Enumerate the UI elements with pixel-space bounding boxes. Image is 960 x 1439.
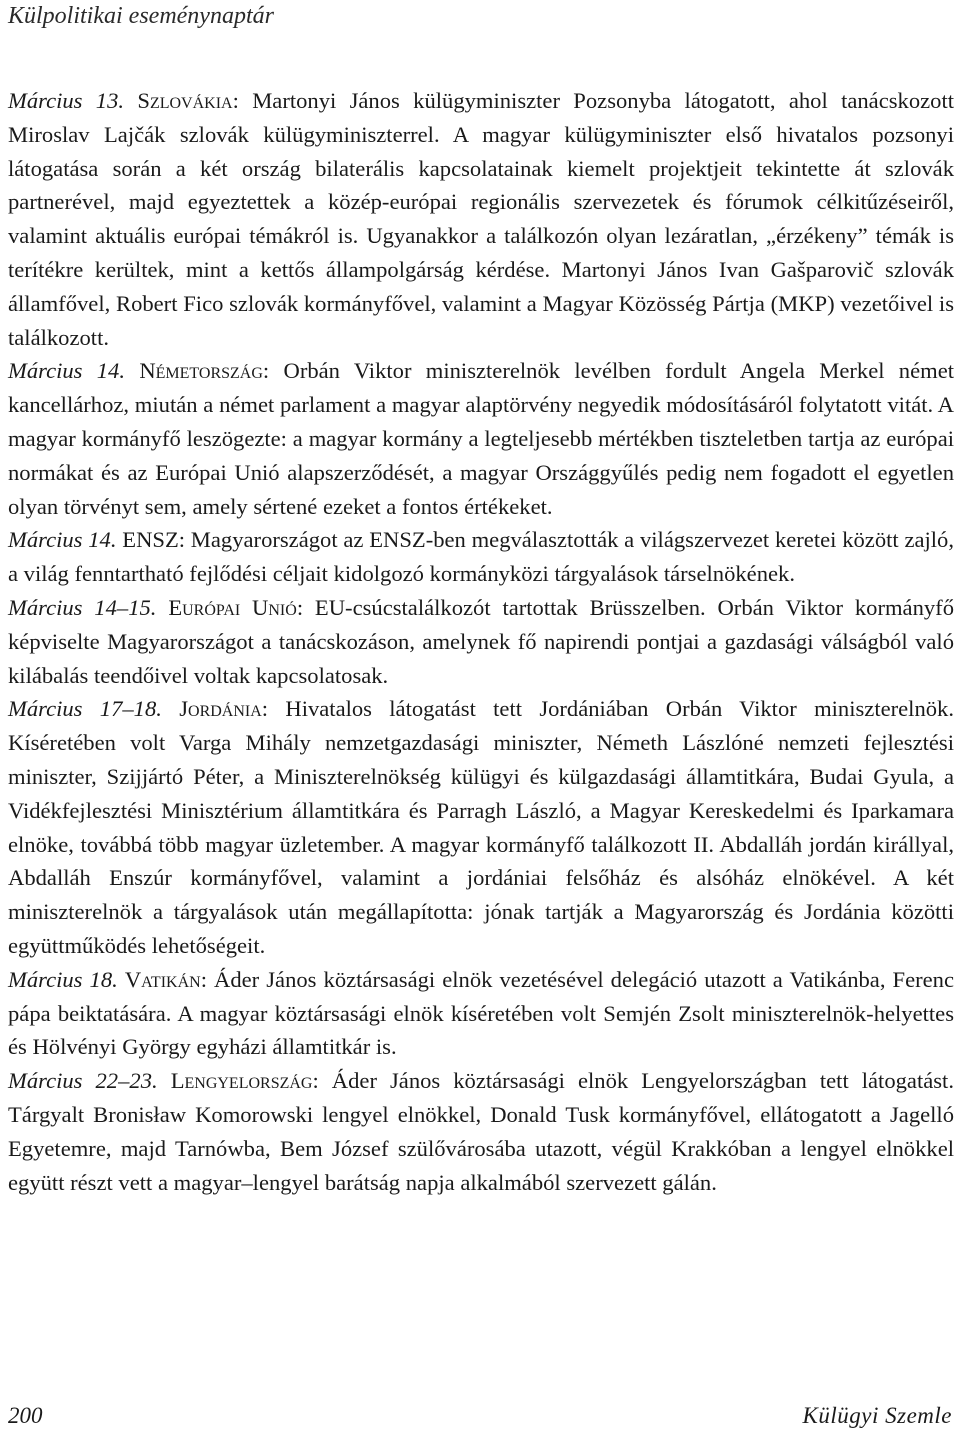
entry-date: Március 14.: [8, 358, 126, 384]
entry-text: : Áder János köztársasági elnök Lengyelországban tett látogatást. Tárgyalt Bronisław Komorowski lengyel elnökkel, Donald Tusk kormányfővel, ellátogatott a Jagelló Egyetemre, majd Tarnówba, Bem József szülővárosába utazott, végül Krakkóban a lengyel elnökkel együtt részt vett a magyar–lengyel barátság napja alkalmából szervezett gálán.: [8, 1068, 954, 1195]
entry-un: [8, 523, 954, 591]
entry-country: Jordánia: [179, 696, 262, 722]
entry-date: Március 22–23.: [8, 1068, 158, 1094]
entry-poland: [8, 1064, 954, 1199]
entry-country: Lengyelország: [170, 1068, 313, 1094]
entry-date: Március 18.: [8, 966, 118, 992]
entry-germany: [8, 354, 954, 523]
entry-country: Vatikán: [124, 966, 201, 992]
entry-country: Európai Unió: [168, 594, 297, 620]
entry-country: Szlovákia: [137, 88, 233, 113]
page-number: 200: [8, 1403, 43, 1428]
entry-text: : Martonyi János külügyminiszter Pozsonyba látogatott, ahol tanácskozott Miroslav Lajčák szlovák külügyminiszterrel. A magyar külügyminiszter első hivatalos pozsonyi látogatása során a két ország bilaterális kapcsolatainak kiemelt projektjeit tekintette át szlovák partnerével, majd egyeztettek a közép-európai regionális szervezetek és fórumok célkitűzéseiről, valamint aktuális európai témákról is. Ugyanakkor a találkozón olyan lezáratlan, „érzékeny” témák is terítékre kerültek, mint a kettős állampolgárság kérdése. Martonyi János Ivan Gašparovič szlovák államfővel, Robert Fico szlovák kormányfővel, valamint a Magyar Közösség Pártja (MKP) vezetőivel is találkozott.: [8, 88, 954, 350]
entry-jordan: [8, 692, 954, 962]
entry-text: : Hivatalos látogatást tett Jordániában Orbán Viktor miniszterelnök. Kíséretében volt Varga Mihály nemzetgazdasági miniszter, Németh Lászlóné nemzeti fejlesztési miniszter, Szijjártó Péter, a Miniszterelnökség külügyi és külgazdasági államtitkára, Budai Gyula, a Vidékfejlesztési Minisztérium államtitkára és Parragh László, a Magyar Kereskedelmi és Iparkamara elnöke, továbbá több magyar üzletember. A magyar kormányfő találkozott II. Abdalláh jordán királlyal, Abdalláh Enszúr kormányfővel, valamint a jordániai felsőház és alsóház elnökével. A két miniszterelnök a tárgyalások után megállapította: jónak tartják a Magyarország és Jordánia közötti együttműködés lehetőségeit.: [8, 696, 954, 958]
entry-date: Március 14.: [8, 527, 117, 553]
entry-date: Március 13.: [8, 88, 125, 113]
entry-text: : Áder János köztársasági elnök vezetésével delegáció utazott a Vatikánba, Ferenc pápa beiktatására. A magyar köztársasági elnök kíséretében volt Semjén Zsolt miniszterelnök-helyettes és Hölvényi György egyházi államtitkár is.: [8, 966, 954, 1060]
entry-date: Március 14–15.: [8, 594, 157, 620]
entry-vatican: [8, 963, 954, 1064]
calendar-entries: [8, 84, 954, 1199]
journal-name: Külügyi Szemle: [802, 1403, 952, 1428]
entry-slovakia: [8, 84, 954, 354]
entry-date: Március 17–18.: [8, 696, 162, 722]
entry-country: ENSZ: [122, 527, 179, 553]
entry-eu: [8, 591, 954, 692]
entry-country: Németország: [139, 358, 263, 384]
entry-text: : EU-csúcstalálkozót tartottak Brüsszelben. Orbán Viktor kormányfő képviselte Magyarországot a tanácskozáson, amelynek fő napirendi pontjai a gazdasági válságból való kilábalás teendőivel voltak kapcsolatosak.: [8, 594, 955, 688]
entry-text: : Magyarországot az ENSZ-ben megválasztották a világszervezet keretei között zajló, a világ fenntartható fejlődési céljait kidolgozó kormányközi tárgyalások társelnökének.: [8, 527, 954, 587]
running-header: Külpolitikai eseménynaptár: [8, 3, 274, 29]
entry-text: : Orbán Viktor miniszterelnök levélben fordult Angela Merkel német kancellárhoz, miután a német parlament a magyar alaptörvény negyedik módosításáról folytatott vitát. A magyar kormányfő leszögezte: a magyar kormány a legteljesebb mértékben tiszteletben tartja az európai normákat és az Európai Unió alapszerződését, a magyar Országgyűlés pedig nem fogadott el egyetlen olyan törvényt sem, amely sértené ezeket a fontos értékeket.: [8, 358, 955, 519]
